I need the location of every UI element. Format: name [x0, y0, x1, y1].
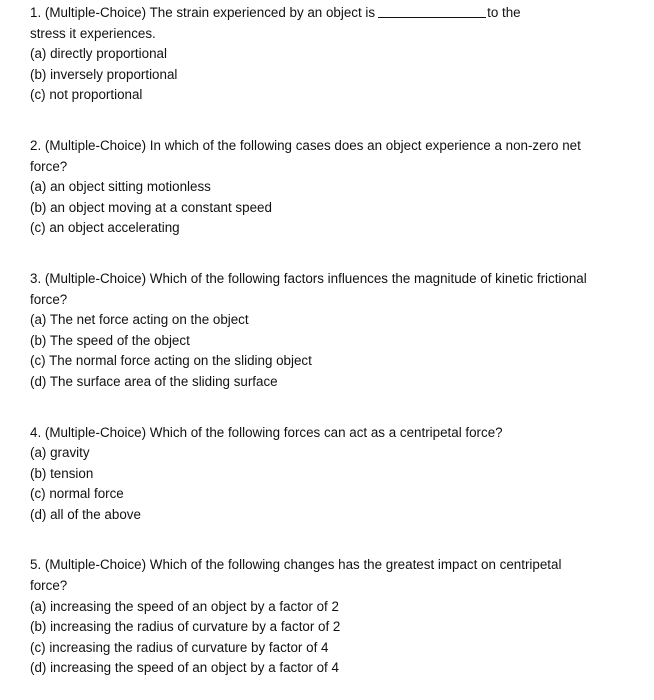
question-2-option-c: (c) an object accelerating: [30, 220, 180, 236]
question-5-stem-line-1: 5. (Multiple-Choice) Which of the following changes has the greatest impact on centripetal: [30, 557, 562, 573]
question-1-stem-line: [30, 3, 644, 24]
question-5-stem-line-2: force?: [30, 578, 68, 594]
question-1-stem-after-blank: to the: [487, 5, 521, 20]
question-5-option-b: (b) increasing the radius of curvature by a factor of 2: [30, 619, 341, 635]
question-2-option-b: (b) an object moving at a constant speed: [30, 199, 272, 215]
question-3-option-b: (b) The speed of the object: [30, 332, 190, 348]
question-1-option-b: (b) inversely proportional: [30, 66, 178, 82]
question-5-option-c: (c) increasing the radius of curvature by factor of 4: [30, 639, 329, 655]
question-3-stem-line-2: force?: [30, 291, 68, 307]
question-3-option-a: (a) The net force acting on the object: [30, 312, 249, 328]
question-1-stem-before-blank: 1. (Multiple-Choice) The strain experienced by an object is: [30, 5, 376, 20]
question-3-stem-line-1: 3. (Multiple-Choice) Which of the following factors influences the magnitude of kinetic frictional: [30, 270, 587, 286]
question-4-option-d: (d) all of the above: [30, 506, 141, 522]
question-1: [30, 3, 644, 106]
question-5-option-d: (d) increasing the speed of an object by a factor of 4: [30, 660, 339, 676]
question-5-option-a: (a) increasing the speed of an object by a factor of 2: [30, 598, 339, 614]
question-2-stem-line-2: force?: [30, 158, 68, 174]
answer-blank: [378, 4, 486, 18]
question-2: [30, 136, 644, 239]
question-4-stem-line-1: 4. (Multiple-Choice) Which of the following forces can act as a centripetal force?: [30, 424, 503, 440]
question-5: [30, 555, 644, 679]
question-4-option-a: (a) gravity: [30, 445, 90, 461]
question-4-option-b: (b) tension: [30, 465, 94, 481]
question-sheet: [30, 3, 644, 679]
question-1-stem-continued: stress it experiences.: [30, 25, 156, 41]
question-2-stem-line-1: 2. (Multiple-Choice) In which of the following cases does an object experience a non-zero net: [30, 137, 581, 153]
question-3-option-c: (c) The normal force acting on the sliding object: [30, 353, 312, 369]
question-2-option-a: (a) an object sitting motionless: [30, 179, 211, 195]
question-4-option-c: (c) normal force: [30, 486, 124, 502]
question-3: [30, 269, 644, 393]
question-1-option-a: (a) directly proportional: [30, 46, 167, 62]
question-1-option-c: (c) not proportional: [30, 87, 143, 103]
question-3-option-d: (d) The surface area of the sliding surface: [30, 373, 278, 389]
question-4: [30, 423, 644, 526]
